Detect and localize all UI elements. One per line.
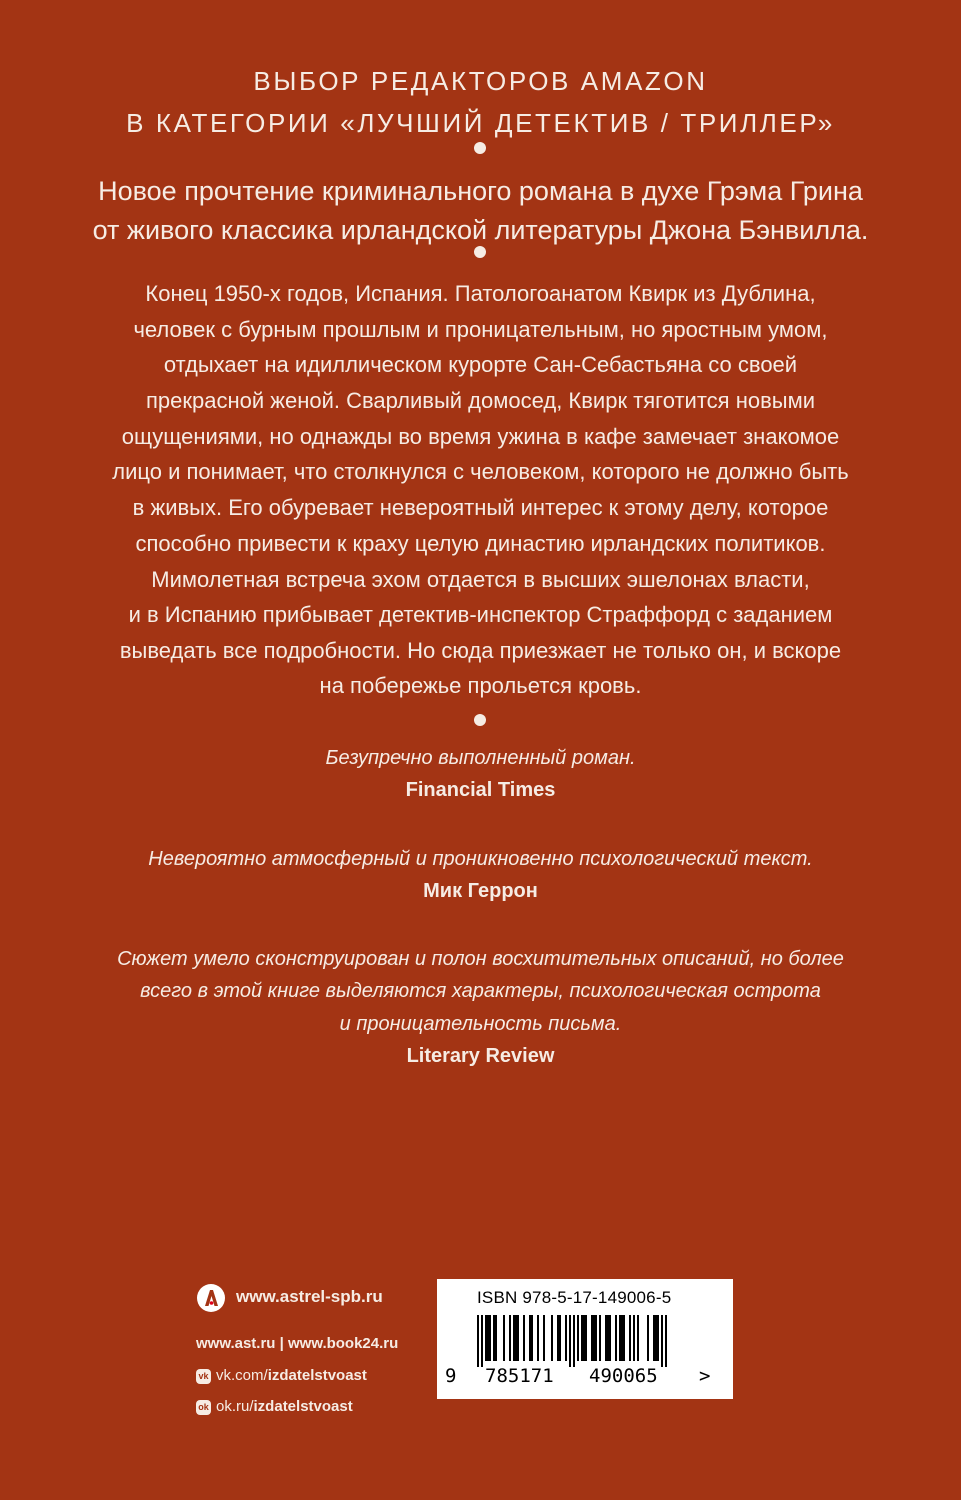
barcode-bar <box>607 1315 609 1361</box>
description-line: выведать все подробности. Но сюда приезжает не только он, и вскоре <box>119 638 842 663</box>
review-source: Мик Геррон <box>423 880 538 902</box>
description-line: способно привести к краху целую династию ирландских политиков. <box>135 531 826 556</box>
isbn-digit-group-left: 785171 <box>485 1365 554 1387</box>
barcode-bar <box>517 1315 519 1361</box>
vk-prefix: vk.com/ <box>216 1367 268 1384</box>
barcode-bar <box>623 1315 625 1361</box>
barcode-bar <box>585 1315 587 1361</box>
barcode-bar <box>599 1315 601 1361</box>
separator-dot <box>474 142 486 154</box>
review-quote: Безупречно выполненный роман. <box>325 747 636 769</box>
barcode <box>477 1315 695 1367</box>
review-quote: Невероятно атмосферный и проникновенно психологический текст. <box>148 848 813 870</box>
barcode-bar <box>657 1315 659 1361</box>
barcode-bar <box>557 1315 559 1361</box>
barcode-bar <box>655 1315 657 1361</box>
review-quote: и проницательность письма. <box>339 1013 622 1035</box>
award-line-2: В КАТЕГОРИИ «ЛУЧШИЙ ДЕТЕКТИВ / ТРИЛЛЕР» <box>126 108 835 138</box>
description-line: лицо и понимает, что столкнулся с человеком, которого не должно быть <box>112 459 849 484</box>
separator-dot <box>474 714 486 726</box>
isbn-digit-quiet-mark: > <box>699 1365 711 1387</box>
vk-handle: izdatelstvoast <box>267 1367 367 1384</box>
vk-icon: vk <box>196 1369 211 1384</box>
barcode-bar <box>493 1315 495 1361</box>
barcode-bar <box>609 1315 611 1361</box>
review-source: Financial Times <box>405 779 556 801</box>
barcode-bar <box>633 1315 635 1361</box>
isbn-digits <box>437 1363 733 1393</box>
barcode-bar <box>509 1315 511 1361</box>
barcode-bar <box>513 1315 515 1361</box>
barcode-bar <box>621 1315 623 1361</box>
barcode-bar <box>495 1315 497 1361</box>
description-line: на побережье прольется кровь. <box>319 673 642 698</box>
ok-icon: ok <box>196 1400 211 1415</box>
barcode-bar <box>477 1315 479 1367</box>
publisher-logo-icon <box>196 1283 226 1313</box>
barcode-bar <box>629 1315 631 1361</box>
publisher-sites[interactable]: www.ast.ru | www.book24.ru <box>196 1335 399 1352</box>
isbn-digit-group-right: 490065 <box>589 1365 658 1387</box>
description-line: в живых. Его обуревает невероятный интерес к этому делу, которое <box>132 495 829 520</box>
barcode-bar <box>661 1315 663 1367</box>
barcode-bar <box>537 1315 539 1361</box>
description-line: человек с бурным прошлым и проницательным, но яростным умом, <box>133 317 828 342</box>
barcode-bar <box>569 1315 571 1367</box>
isbn-barcode-panel <box>437 1279 733 1399</box>
barcode-bar <box>489 1315 491 1361</box>
lead-line-1: Новое прочтение криминального романа в духе Грэма Грина <box>98 176 863 206</box>
separator-dot <box>474 246 486 258</box>
barcode-bar <box>637 1315 639 1361</box>
barcode-bar <box>653 1315 655 1361</box>
barcode-bar <box>665 1315 667 1367</box>
review-quote: Сюжет умело сконструирован и полон восхитительных описаний, но более <box>117 948 844 970</box>
ok-link[interactable] <box>196 1398 353 1415</box>
barcode-bar <box>619 1315 621 1361</box>
barcode-bar <box>559 1315 561 1361</box>
publisher-main-url[interactable]: www.astrel-spb.ru <box>236 1287 383 1306</box>
barcode-bar <box>485 1315 487 1361</box>
description-line: отдыхает на идиллическом курорте Сан-Себастьяна со своей <box>163 352 798 377</box>
barcode-bar <box>581 1315 583 1361</box>
barcode-bar <box>551 1315 553 1361</box>
description-line: Мимолетная встреча эхом отдается в высших эшелонах власти, <box>151 567 810 592</box>
barcode-bar <box>605 1315 607 1361</box>
barcode-bar <box>543 1315 545 1361</box>
barcode-bar <box>615 1315 617 1361</box>
barcode-bar <box>591 1315 593 1361</box>
isbn-digit-prefix: 9 <box>445 1365 457 1387</box>
barcode-bar <box>647 1315 649 1361</box>
barcode-bar <box>503 1315 505 1361</box>
description-line: и в Испанию прибывает детектив-инспектор Страффорд с заданием <box>128 602 833 627</box>
barcode-bar <box>531 1315 533 1361</box>
vk-link[interactable] <box>196 1367 367 1384</box>
barcode-bar <box>523 1315 525 1361</box>
description-line: Конец 1950-х годов, Испания. Патологоанатом Квирк из Дублина, <box>145 281 816 306</box>
barcode-bar <box>565 1315 567 1361</box>
barcode-bar <box>593 1315 595 1361</box>
description-line: ощущениями, но однажды во время ужина в кафе замечает знакомое <box>121 424 840 449</box>
barcode-bar <box>529 1315 531 1361</box>
ok-handle: izdatelstvoast <box>253 1398 353 1415</box>
barcode-bar <box>481 1315 483 1367</box>
ok-prefix: ok.ru/ <box>216 1398 254 1415</box>
barcode-bar <box>577 1315 579 1361</box>
barcode-bar <box>595 1315 597 1361</box>
description-line: прекрасной женой. Сварливый домосед, Квирк тяготится новыми <box>145 388 815 413</box>
isbn-label: ISBN 978-5-17-149006-5 <box>477 1288 672 1307</box>
barcode-bar <box>573 1315 575 1367</box>
barcode-bar <box>487 1315 489 1361</box>
barcode-bar <box>515 1315 517 1361</box>
lead-line-2: от живого классика ирландской литературы Джона Бэнвилла. <box>92 215 869 245</box>
review-source: Literary Review <box>406 1045 555 1067</box>
award-line-1: ВЫБОР РЕДАКТОРОВ AMAZON <box>253 66 708 96</box>
barcode-bar <box>583 1315 585 1361</box>
review-quote: всего в этой книге выделяются характеры, психологическая острота <box>140 980 821 1002</box>
